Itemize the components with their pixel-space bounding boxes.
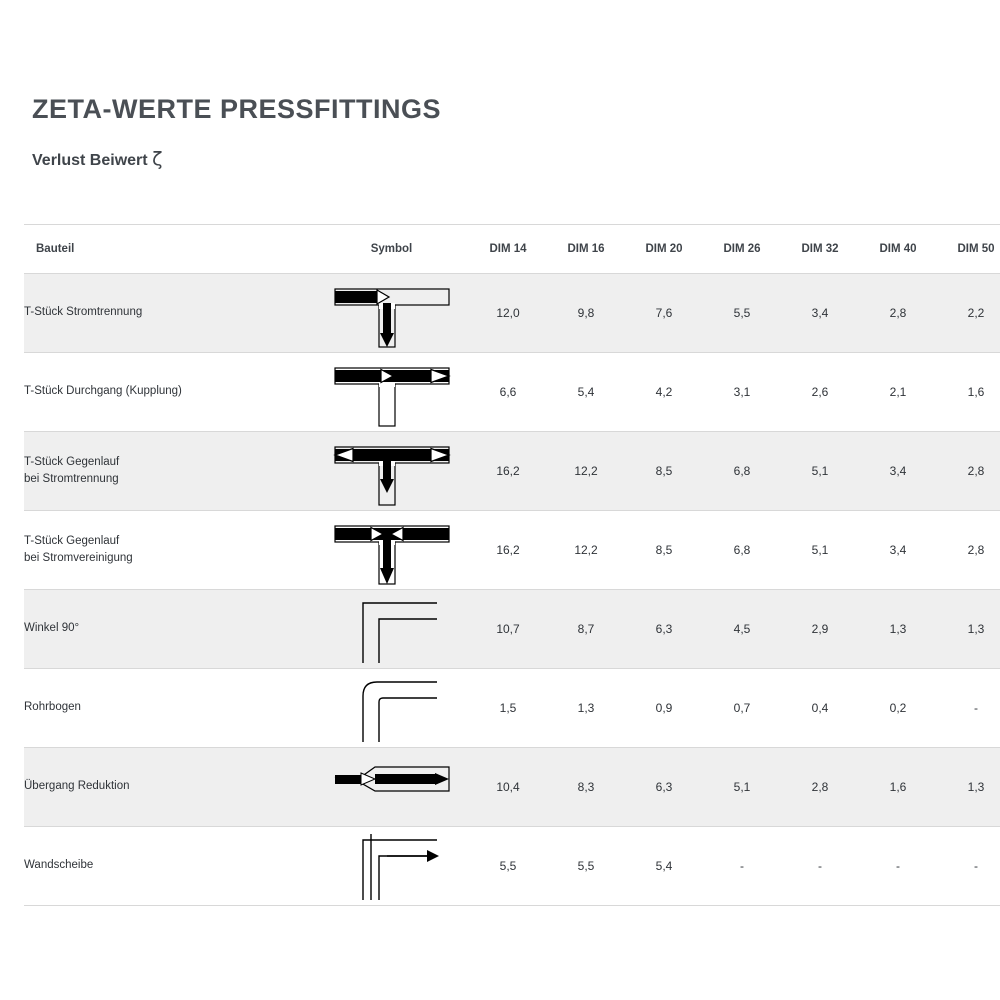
row-label bbox=[24, 511, 314, 590]
cell-value: 12,2 bbox=[547, 511, 625, 590]
cell-value: 6,8 bbox=[703, 511, 781, 590]
cell-value: 0,4 bbox=[781, 669, 859, 748]
page-title: ZETA-WERTE PRESSFITTINGS bbox=[32, 94, 441, 124]
cell-value: 6,8 bbox=[703, 432, 781, 511]
cell-value: 2,9 bbox=[781, 590, 859, 669]
cell-value: 2,2 bbox=[937, 274, 1000, 353]
cell-value: 0,2 bbox=[859, 669, 937, 748]
row-label bbox=[24, 274, 314, 353]
row-label-line1: Winkel 90° bbox=[24, 622, 80, 635]
column-header-dim16: DIM 16 bbox=[547, 225, 625, 274]
cell-value: 16,2 bbox=[469, 511, 547, 590]
column-header-dim50: DIM 50 bbox=[937, 225, 1000, 274]
column-header-bauteil: Bauteil bbox=[24, 225, 314, 274]
cell-value: 3,4 bbox=[859, 511, 937, 590]
row-label-line1: T-Stück Gegenlauf bbox=[24, 455, 120, 468]
row-symbol bbox=[314, 748, 469, 827]
row-label-line2: bei Stromtrennung bbox=[24, 473, 119, 485]
cell-value: 5,5 bbox=[703, 274, 781, 353]
row-symbol bbox=[314, 827, 469, 906]
cell-value: 5,1 bbox=[781, 432, 859, 511]
cell-value: 8,7 bbox=[547, 590, 625, 669]
column-header-dim14: DIM 14 bbox=[469, 225, 547, 274]
table-row bbox=[24, 511, 1000, 590]
row-label bbox=[24, 827, 314, 906]
column-header-dim26: DIM 26 bbox=[703, 225, 781, 274]
cell-value: 6,3 bbox=[625, 590, 703, 669]
cell-value: 5,1 bbox=[781, 511, 859, 590]
cell-value: 9,8 bbox=[547, 274, 625, 353]
cell-value: 0,7 bbox=[703, 669, 781, 748]
cell-value: 2,8 bbox=[859, 274, 937, 353]
row-label bbox=[24, 353, 314, 432]
cell-value: 5,4 bbox=[547, 353, 625, 432]
subtitle-text: Verlust Beiwert bbox=[32, 152, 148, 169]
cell-value: - bbox=[859, 827, 937, 906]
cell-value: 2,6 bbox=[781, 353, 859, 432]
page-subtitle bbox=[32, 148, 162, 170]
table-row bbox=[24, 432, 1000, 511]
cell-value: 1,3 bbox=[547, 669, 625, 748]
cell-value: 10,4 bbox=[469, 748, 547, 827]
reducer-transition-icon bbox=[314, 751, 469, 823]
row-label-line1: Wandscheibe bbox=[24, 859, 94, 872]
cell-value: 5,5 bbox=[547, 827, 625, 906]
row-symbol bbox=[314, 353, 469, 432]
table-body bbox=[24, 274, 1000, 906]
cell-value: 3,4 bbox=[859, 432, 937, 511]
cell-value: 10,7 bbox=[469, 590, 547, 669]
cell-value: 7,6 bbox=[625, 274, 703, 353]
row-symbol bbox=[314, 432, 469, 511]
cell-value: 8,5 bbox=[625, 432, 703, 511]
cell-value: 4,2 bbox=[625, 353, 703, 432]
cell-value: - bbox=[703, 827, 781, 906]
cell-value: 4,5 bbox=[703, 590, 781, 669]
row-label-line2: bei Stromvereinigung bbox=[24, 552, 133, 564]
cell-value: 12,0 bbox=[469, 274, 547, 353]
column-header-dim32: DIM 32 bbox=[781, 225, 859, 274]
pipe-bend-icon bbox=[314, 672, 469, 744]
cell-value: 6,3 bbox=[625, 748, 703, 827]
cell-value: - bbox=[937, 669, 1000, 748]
tee-counterflow-merge-icon bbox=[314, 514, 469, 586]
row-symbol bbox=[314, 511, 469, 590]
cell-value: 16,2 bbox=[469, 432, 547, 511]
tee-flow-split-icon bbox=[314, 277, 469, 349]
row-label-line1: T-Stück Durchgang (Kupplung) bbox=[24, 385, 182, 398]
zeta-symbol: ζ bbox=[152, 148, 163, 170]
table-header bbox=[24, 225, 1000, 274]
cell-value: 1,6 bbox=[937, 353, 1000, 432]
cell-value: - bbox=[937, 827, 1000, 906]
cell-value: 2,8 bbox=[937, 511, 1000, 590]
cell-value: 1,3 bbox=[937, 590, 1000, 669]
row-label bbox=[24, 748, 314, 827]
row-label bbox=[24, 590, 314, 669]
cell-value: 8,3 bbox=[547, 748, 625, 827]
table-row bbox=[24, 590, 1000, 669]
row-label bbox=[24, 432, 314, 511]
elbow-90-icon bbox=[314, 593, 469, 665]
tee-counterflow-split-icon bbox=[314, 435, 469, 507]
table-header-row bbox=[24, 225, 1000, 274]
row-label-line1: T-Stück Gegenlauf bbox=[24, 534, 120, 547]
cell-value: 3,1 bbox=[703, 353, 781, 432]
row-label bbox=[24, 669, 314, 748]
cell-value: 6,6 bbox=[469, 353, 547, 432]
cell-value: 1,3 bbox=[937, 748, 1000, 827]
cell-value: 2,8 bbox=[937, 432, 1000, 511]
column-header-symbol: Symbol bbox=[314, 225, 469, 274]
row-symbol bbox=[314, 669, 469, 748]
cell-value: 2,8 bbox=[781, 748, 859, 827]
table-row bbox=[24, 748, 1000, 827]
table-row bbox=[24, 353, 1000, 432]
cell-value: 0,9 bbox=[625, 669, 703, 748]
cell-value: 5,5 bbox=[469, 827, 547, 906]
cell-value: 1,3 bbox=[859, 590, 937, 669]
cell-value: - bbox=[781, 827, 859, 906]
row-symbol bbox=[314, 590, 469, 669]
cell-value: 3,4 bbox=[781, 274, 859, 353]
cell-value: 2,1 bbox=[859, 353, 937, 432]
cell-value: 8,5 bbox=[625, 511, 703, 590]
row-label-line1: Übergang Reduktion bbox=[24, 780, 130, 793]
row-label-line1: Rohrbogen bbox=[24, 701, 81, 714]
row-label-line1: T-Stück Stromtrennung bbox=[24, 306, 143, 319]
cell-value: 12,2 bbox=[547, 432, 625, 511]
wall-plate-icon bbox=[314, 830, 469, 902]
column-header-dim20: DIM 20 bbox=[625, 225, 703, 274]
table-row bbox=[24, 827, 1000, 906]
row-symbol bbox=[314, 274, 469, 353]
table-row bbox=[24, 669, 1000, 748]
cell-value: 5,4 bbox=[625, 827, 703, 906]
cell-value: 5,1 bbox=[703, 748, 781, 827]
cell-value: 1,6 bbox=[859, 748, 937, 827]
table-row bbox=[24, 274, 1000, 353]
zeta-values-table bbox=[24, 224, 1000, 906]
tee-straight-through-icon bbox=[314, 356, 469, 428]
cell-value: 1,5 bbox=[469, 669, 547, 748]
column-header-dim40: DIM 40 bbox=[859, 225, 937, 274]
